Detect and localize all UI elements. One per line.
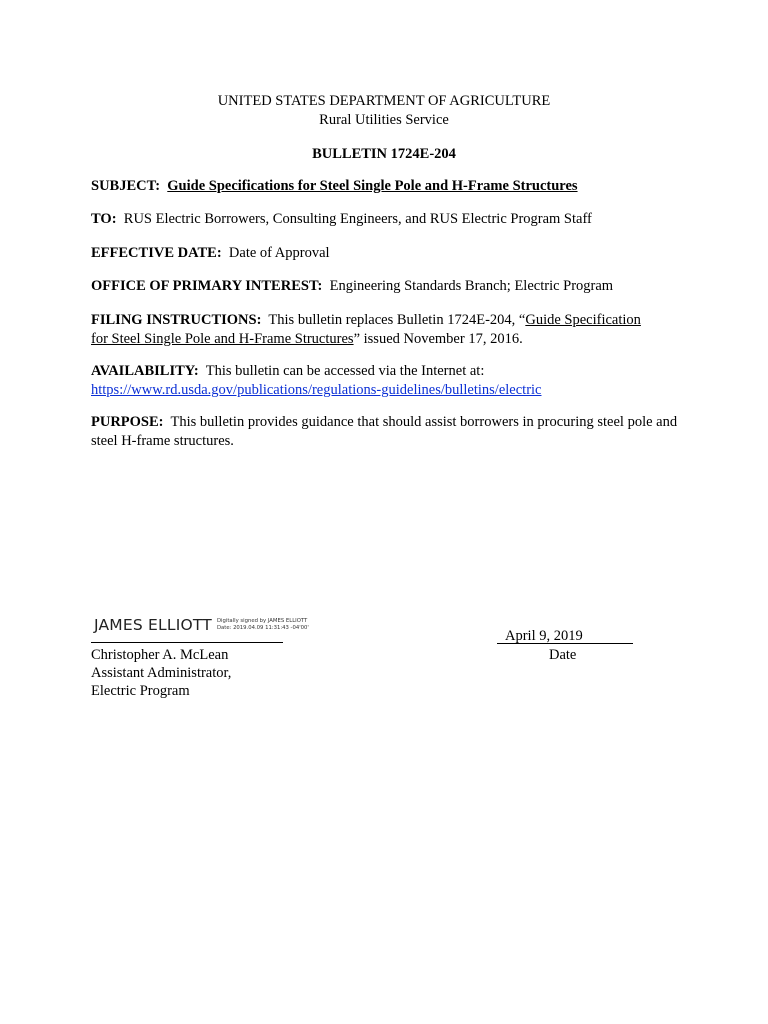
signature-date-value: April 9, 2019 bbox=[505, 628, 583, 644]
signature-line bbox=[91, 642, 283, 643]
to-label: TO: bbox=[91, 211, 117, 227]
availability bbox=[91, 362, 691, 400]
purpose bbox=[91, 413, 691, 451]
filing-label: FILING INSTRUCTIONS: bbox=[91, 312, 262, 328]
bulletin-number: BULLETIN 1724E-204 bbox=[312, 146, 456, 162]
subject-value: Guide Specifications for Steel Single Pole and H-Frame Structures bbox=[167, 178, 578, 194]
signer-block bbox=[91, 646, 231, 700]
signer-title: Assistant Administrator, bbox=[91, 665, 232, 681]
effective-date-label: EFFECTIVE DATE: bbox=[91, 245, 222, 261]
to-value: RUS Electric Borrowers, Consulting Engineers, and RUS Electric Program Staff bbox=[123, 211, 592, 227]
subject-label: SUBJECT: bbox=[91, 178, 161, 194]
filing-text-before: This bulletin replaces Bulletin 1724E-204, “ bbox=[268, 312, 526, 328]
availability-text: This bulletin can be accessed via the Internet at: bbox=[205, 363, 485, 379]
filing-title-line2: for Steel Single Pole and H-Frame Structures bbox=[91, 331, 354, 347]
availability-link[interactable]: https://www.rd.usda.gov/publications/regulations-guidelines/bulletins/electric bbox=[91, 382, 542, 398]
department-heading: UNITED STATES DEPARTMENT OF AGRICULTURE bbox=[217, 93, 551, 109]
to-line bbox=[91, 210, 691, 229]
filing-text-after: ” issued November 17, 2016. bbox=[353, 331, 523, 347]
filing-title-line1: Guide Specification bbox=[525, 312, 641, 328]
effective-date-line bbox=[91, 244, 691, 263]
effective-date-value: Date of Approval bbox=[228, 245, 330, 261]
subject-line bbox=[91, 177, 691, 196]
service-heading: Rural Utilities Service bbox=[319, 112, 449, 128]
signature-stamp-name: JAMES ELLIOTT bbox=[94, 616, 212, 634]
signature-stamp-line2: Date: 2019.04.09 11:31:43 -04'00' bbox=[216, 625, 309, 631]
date-line bbox=[497, 643, 633, 644]
date-label: Date bbox=[549, 647, 577, 663]
office-value: Engineering Standards Branch; Electric Program bbox=[329, 278, 614, 294]
signer-program: Electric Program bbox=[91, 683, 190, 699]
purpose-label: PURPOSE: bbox=[91, 414, 164, 430]
availability-label: AVAILABILITY: bbox=[91, 363, 199, 379]
office-label: OFFICE OF PRIMARY INTEREST: bbox=[91, 278, 323, 294]
signer-name: Christopher A. McLean bbox=[91, 647, 229, 663]
signature-stamp-details bbox=[217, 618, 309, 632]
office-line bbox=[91, 277, 691, 296]
purpose-text: This bulletin provides guidance that should assist borrowers in procuring steel pole and steel H-frame structures. bbox=[91, 414, 678, 449]
signature-stamp-line1: Digitally signed by JAMES ELLIOTT bbox=[216, 618, 308, 624]
digital-signature-stamp bbox=[94, 612, 314, 638]
filing-instructions bbox=[91, 311, 691, 349]
